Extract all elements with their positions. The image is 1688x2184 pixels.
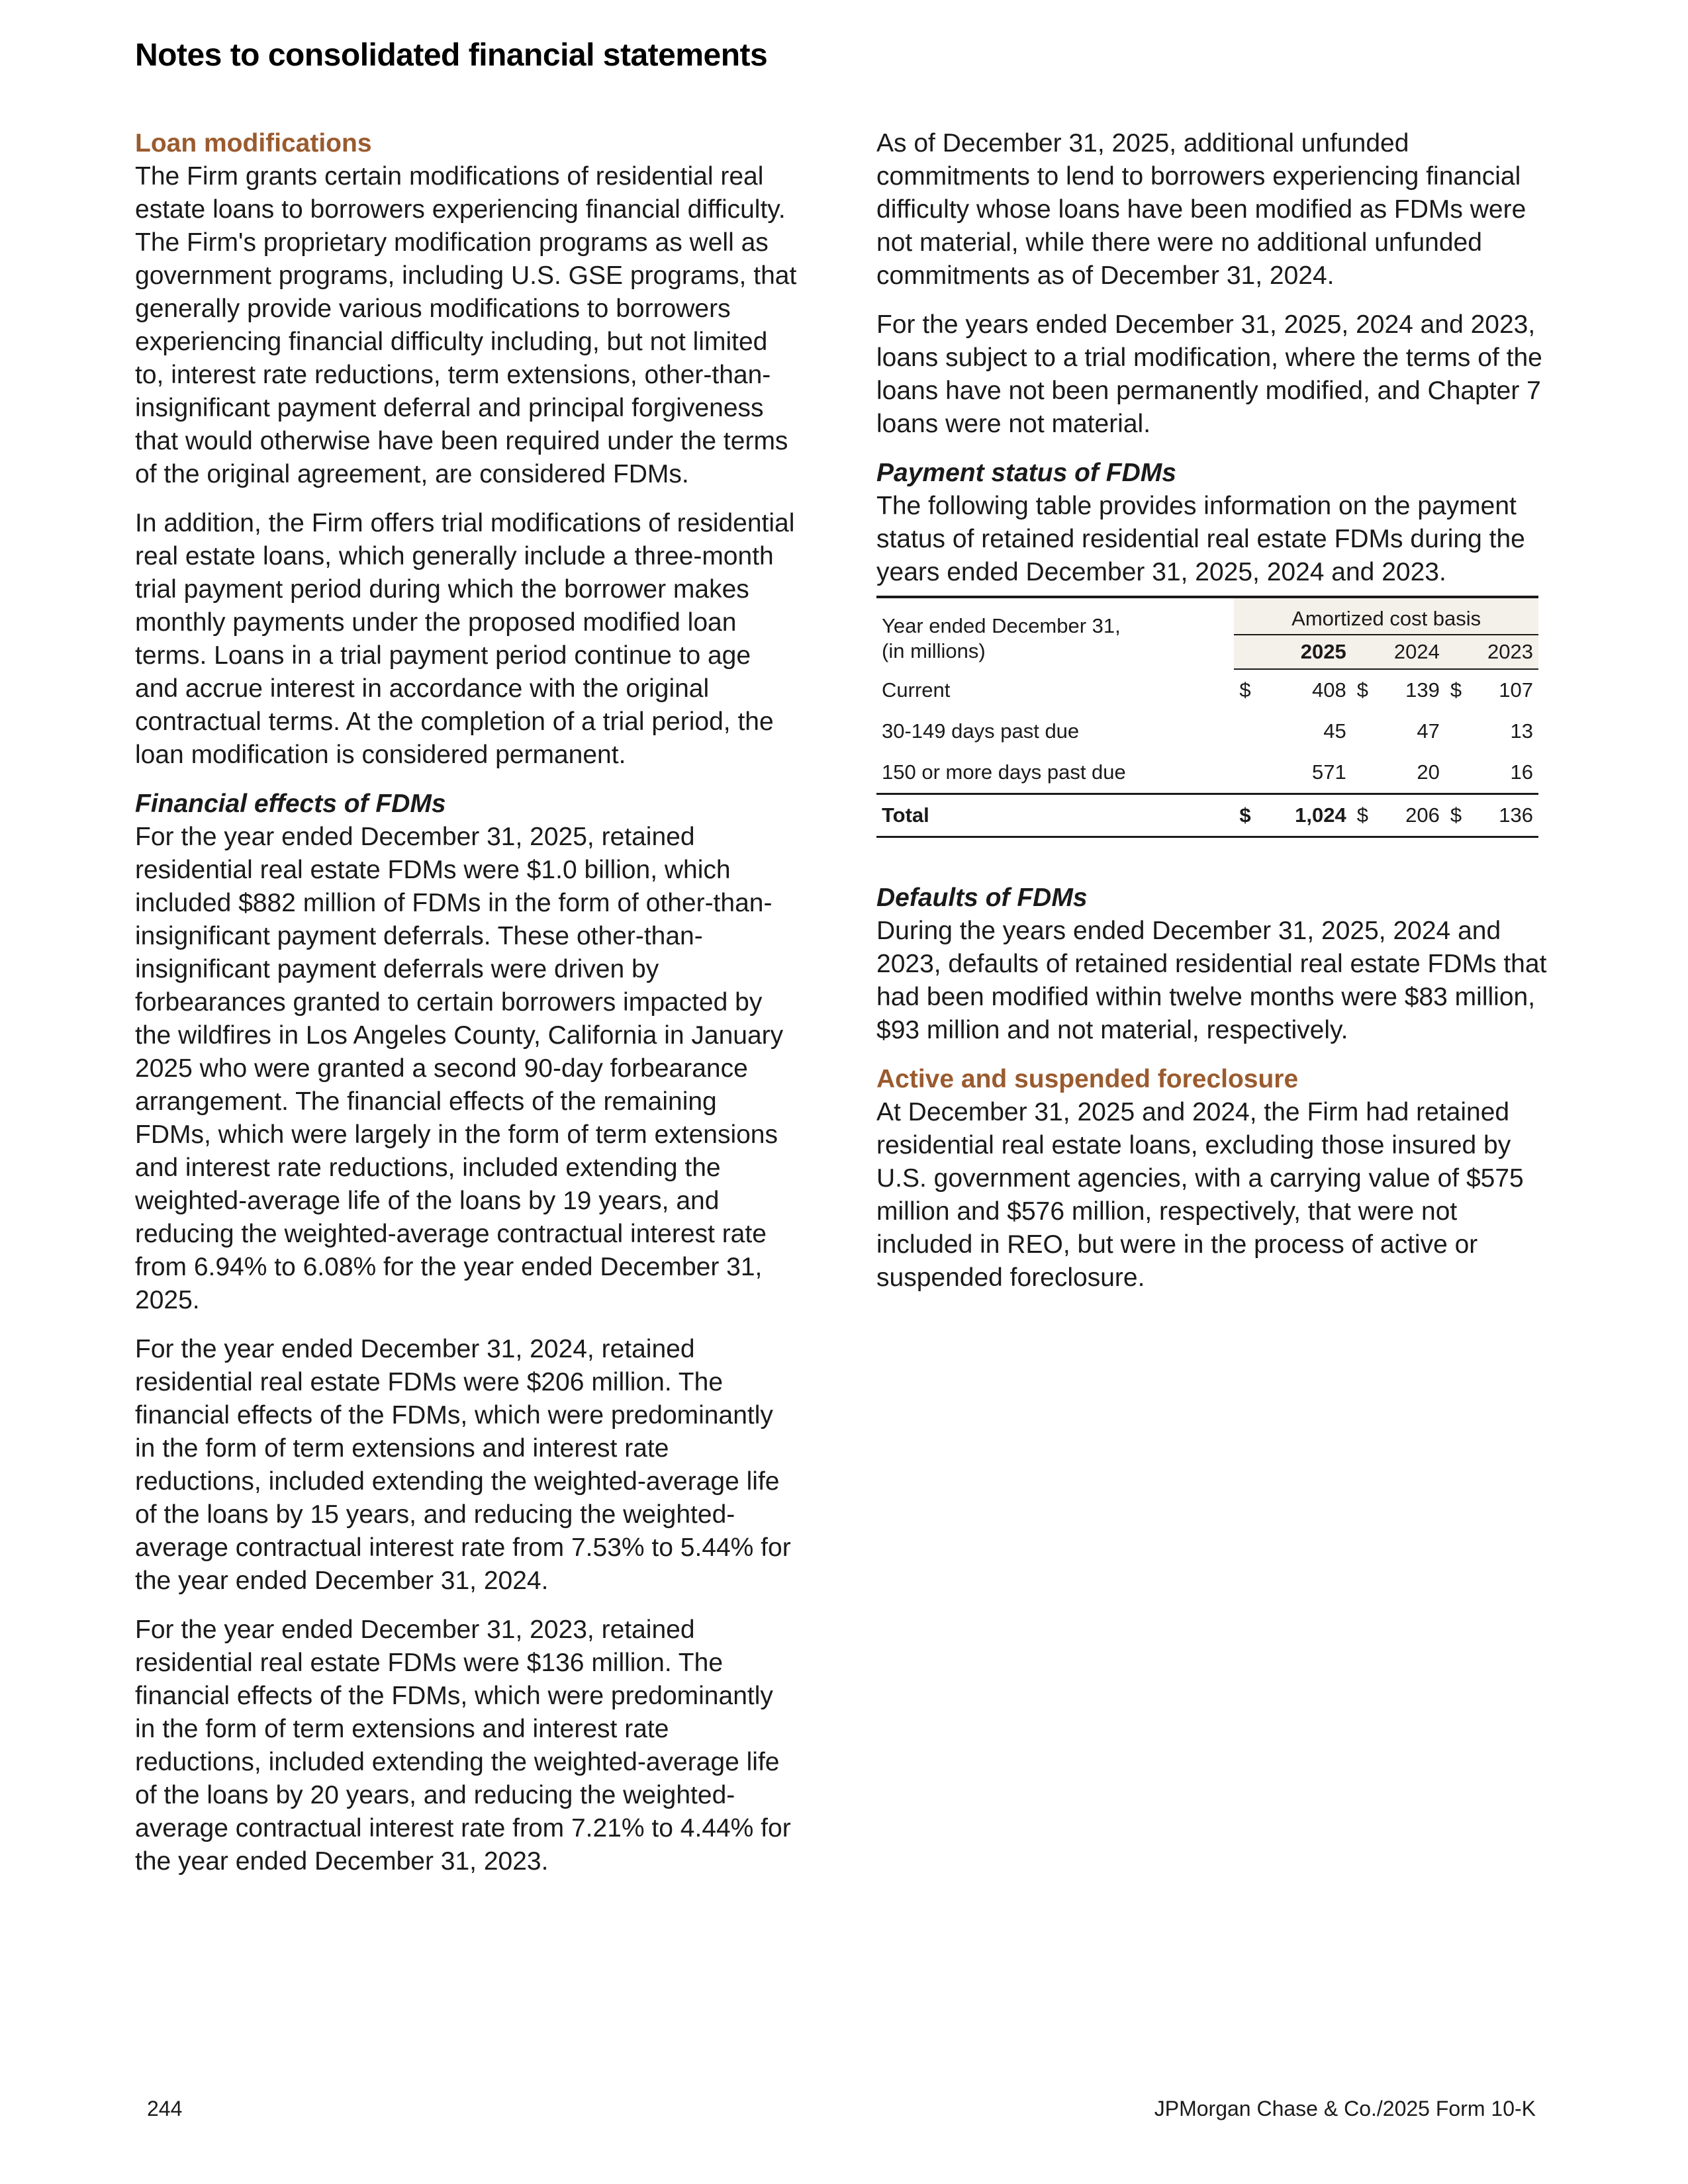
table-row-total <box>876 794 1538 837</box>
paragraph: For the year ended December 31, 2023, retained residential real estate FDMs were $136 million. The financial effects of the FDMs, which were predominantly in the form of term extensions and interest rate reductions, included extending the weighted-average life of the loans by 20 years, and reducing the weighted-average contractual interest rate from 7.21% to 4.44% for the year ended December 31, 2023. <box>135 1615 791 1876</box>
subheading-defaults: Defaults of FDMs <box>876 884 1088 912</box>
currency-symbol <box>1445 711 1476 752</box>
subheading-payment-status: Payment status of FDMs <box>876 459 1176 487</box>
subheading-financial-effects: Financial effects of FDMs <box>135 790 446 818</box>
currency-symbol <box>1234 752 1264 794</box>
page-title: Notes to consolidated financial statements <box>135 38 768 73</box>
cell-value: 16 <box>1510 760 1533 784</box>
currency-symbol: $ <box>1445 794 1476 837</box>
cell-value: 139 <box>1405 678 1440 702</box>
cell-value: 206 <box>1382 794 1445 837</box>
row-label: Total <box>876 794 1234 837</box>
cell-value: 45 <box>1323 719 1346 743</box>
paragraph: In addition, the Firm offers trial modifications of residential real estate loans, which generally include a three-month trial payment period during which the borrower makes monthly payments under the proposed modified loan terms. Loans in a trial payment period continue to age and accrue interest in accordance with the original contractual terms. At the completion of a trial period, the loan modification is considered permanent. <box>135 509 795 769</box>
table-year-header: 2024 <box>1352 635 1445 669</box>
currency-symbol: $ <box>1450 678 1462 702</box>
currency-symbol: $ <box>1234 794 1264 837</box>
left-column <box>135 127 797 1894</box>
row-label: Current <box>882 678 951 702</box>
paragraph: At December 31, 2025 and 2024, the Firm had retained residential real estate loans, excluding those insured by U.S. government agencies, with a carrying value of $575 million and $576 million, respectively, that were not included in REO, but were in the process of active or suspended foreclosure. <box>876 1098 1524 1292</box>
currency-symbol: $ <box>1239 678 1251 702</box>
paragraph: For the year ended December 31, 2024, retained residential real estate FDMs were $206 million. The financial effects of the FDMs, which were predominantly in the form of term extensions and interest rate reductions, included extending the weighted-average life of the loans by 15 years, and reducing the weighted-average contractual interest rate from 7.53% to 5.44% for the year ended December 31, 2024. <box>135 1335 791 1595</box>
currency-symbol <box>1445 752 1476 794</box>
currency-symbol <box>1234 711 1264 752</box>
table-row <box>876 669 1538 711</box>
currency-symbol <box>1352 752 1382 794</box>
cell-value: 1,024 <box>1264 794 1351 837</box>
paragraph: The Firm grants certain modifications of residential real estate loans to borrowers experiencing financial difficulty. The Firm's proprietary modification programs as well as government programs, including U.S. GSE programs, that generally provide various modifications to borrowers experiencing financial difficulty including, but not limited to, interest rate reductions, term extensions, other-than-insignificant payment deferral and principal forgiveness that would otherwise have been required under the terms of the original agreement, are considered FDMs. <box>135 162 797 488</box>
right-column <box>876 127 1552 1310</box>
table-row <box>876 711 1538 752</box>
page-number: 244 <box>147 2097 183 2120</box>
cell-value: 136 <box>1476 794 1538 837</box>
table-year-header: 2023 <box>1445 635 1538 669</box>
table-year-header: 2025 <box>1234 635 1351 669</box>
row-label: 30-149 days past due <box>882 719 1080 743</box>
payment-status-table <box>876 596 1538 838</box>
paragraph: For the year ended December 31, 2025, retained residential real estate FDMs were $1.0 billion, which included $882 million of FDMs in the form of other-than-insignificant payment deferrals. These other-than-insignificant payment deferrals were driven by forbearances granted to certain borrowers impacted by the wildfires in Los Angeles County, California in January 2025 who were granted a second 90-day forbearance arrangement. The financial effects of the remaining FDMs, which were largely in the form of term extensions and interest rate reductions, included extending the weighted-average life of the loans by 19 years, and reducing the weighted-average contractual interest rate from 6.94% to 6.08% for the year ended December 31, 2025. <box>135 823 784 1314</box>
row-label: 150 or more days past due <box>882 760 1126 784</box>
paragraph: As of December 31, 2025, additional unfunded commitments to lend to borrowers experiencing financial difficulty whose loans have been modified as FDMs were not material, while there were no additional unfunded commitments as of December 31, 2024. <box>876 129 1526 290</box>
cell-value: 408 <box>1312 678 1346 702</box>
section-heading-loan-modifications: Loan modifications <box>135 129 372 158</box>
table-group-header: Amortized cost basis <box>1234 597 1538 635</box>
currency-symbol: $ <box>1356 678 1368 702</box>
cell-value: 20 <box>1417 760 1440 784</box>
cell-value: 47 <box>1417 719 1440 743</box>
table-row-label-header <box>876 597 1234 669</box>
table-label-line2: (in millions) <box>882 639 986 662</box>
paragraph: The following table provides information on the payment status of retained residential real estate FDMs during the years ended December 31, 2025, 2024 and 2023. <box>876 492 1525 586</box>
paragraph: During the years ended December 31, 2025, 2024 and 2023, defaults of retained residential real estate FDMs that had been modified within twelve months were $83 million, $93 million and not material, respectively. <box>876 917 1547 1044</box>
cell-value: 107 <box>1499 678 1533 702</box>
table-row <box>876 752 1538 794</box>
currency-symbol: $ <box>1352 794 1382 837</box>
spacer <box>876 838 1552 882</box>
currency-symbol <box>1352 711 1382 752</box>
paragraph: For the years ended December 31, 2025, 2024 and 2023, loans subject to a trial modification, where the terms of the loans have not been permanently modified, and Chapter 7 loans were not material. <box>876 310 1542 438</box>
document-footer: JPMorgan Chase & Co./2025 Form 10-K <box>1154 2097 1536 2120</box>
table-label-line1: Year ended December 31, <box>882 614 1121 637</box>
cell-value: 571 <box>1312 760 1346 784</box>
section-heading-foreclosure: Active and suspended foreclosure <box>876 1065 1299 1093</box>
cell-value: 13 <box>1510 719 1533 743</box>
